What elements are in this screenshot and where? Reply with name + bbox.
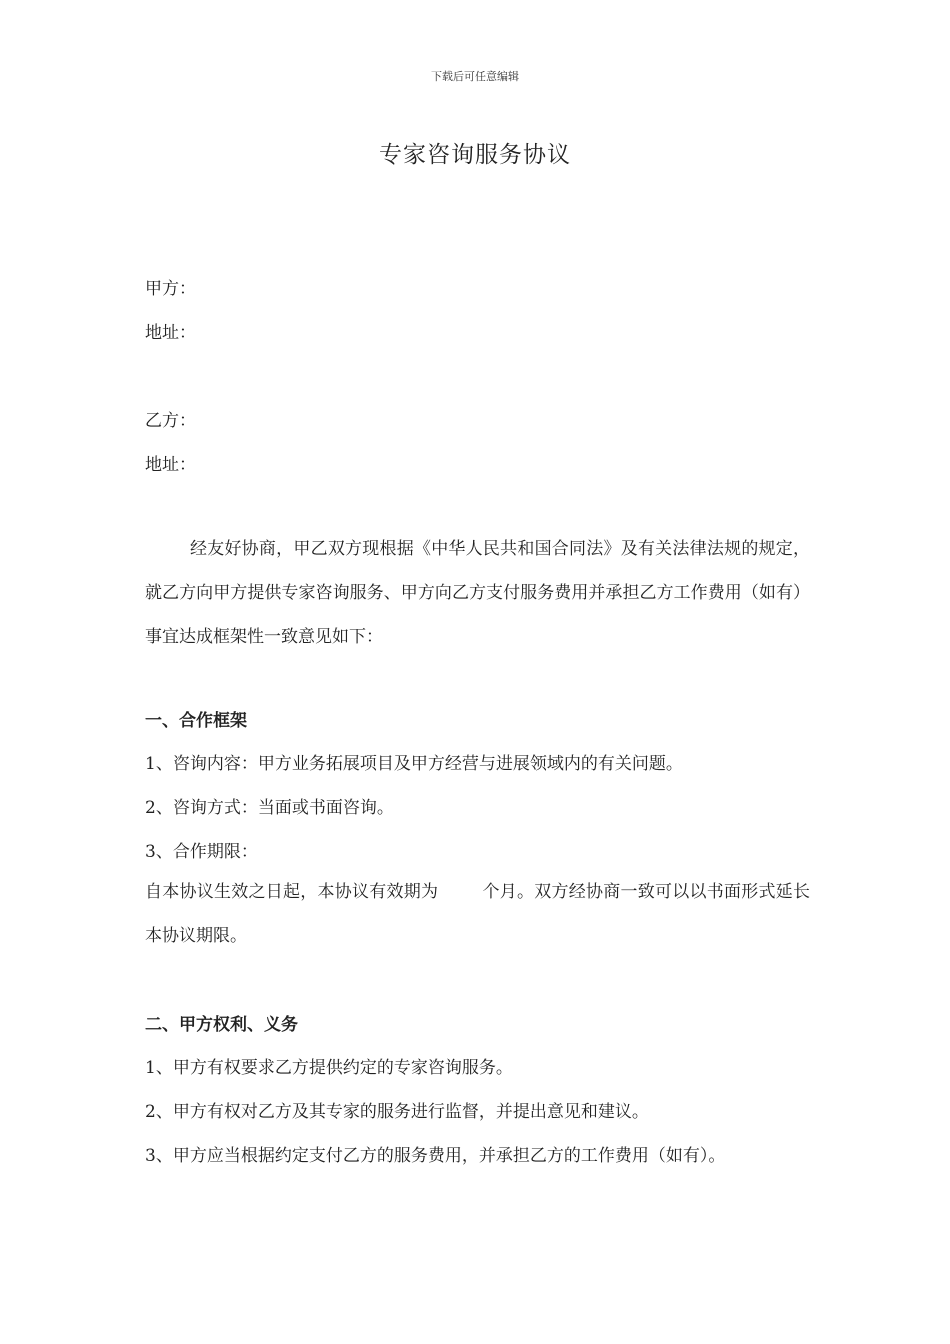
section-2-item-3: 3、甲方应当根据约定支付乙方的服务费用，并承担乙方的工作费用（如有）。 <box>145 1146 726 1166</box>
section-2-heading: 二、甲方权利、义务 <box>145 1015 298 1035</box>
header-note: 下载后可任意编辑 <box>431 70 519 83</box>
term-paragraph <box>145 870 810 958</box>
party-a-label: 甲方： <box>145 279 196 299</box>
section-1-item-1: 1、咨询内容：甲方业务拓展项目及甲方经营与进展领域内的有关问题。 <box>145 754 683 774</box>
term-text-part-2: 个月。双方经协商一致可以以书面形式延长本协议期限。 <box>145 882 810 946</box>
section-1-heading: 一、合作框架 <box>145 711 247 731</box>
section-1-item-2: 2、咨询方式：当面或书面咨询。 <box>145 798 394 818</box>
party-a-address-label: 地址： <box>145 323 196 343</box>
section-2-item-2: 2、甲方有权对乙方及其专家的服务进行监督，并提出意见和建议。 <box>145 1102 649 1122</box>
party-b-address-label: 地址： <box>145 455 196 475</box>
intro-paragraph: 经友好协商，甲乙双方现根据《中华人民共和国合同法》及有关法律法规的规定，就乙方向甲方提供专家咨询服务、甲方向乙方支付服务费用并承担乙方工作费用（如有）事宜达成框架性一致意见如下： <box>145 539 810 647</box>
section-2-item-1: 1、甲方有权要求乙方提供约定的专家咨询服务。 <box>145 1058 513 1078</box>
term-text-part-1: 自本协议生效之日起，本协议有效期为 <box>145 882 439 902</box>
party-b-label: 乙方： <box>145 411 196 431</box>
document-title: 专家咨询服务协议 <box>379 142 571 168</box>
section-1-item-3: 3、合作期限： <box>145 842 258 862</box>
